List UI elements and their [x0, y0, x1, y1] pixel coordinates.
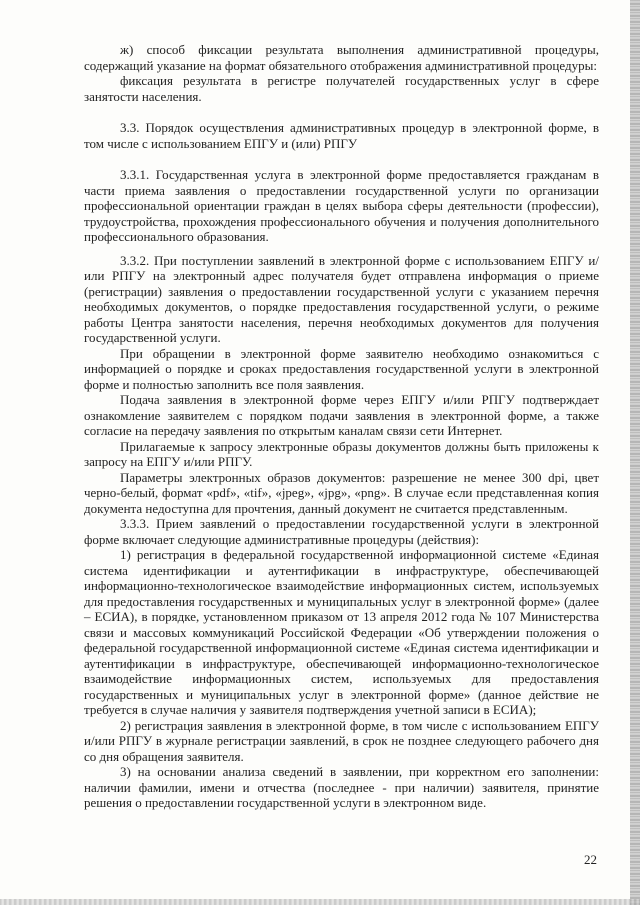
list-item-2: 2) регистрация заявления в электронной форме, в том числе с использованием ЕПГУ и/или РПГУ в журнале регистрации заявлений, в срок не позднее следующего рабочего дня со дня обращения заявителя.: [84, 717, 599, 764]
paragraph-podacha: Подача заявления в электронной форме через ЕПГУ и/или РПГУ подтверждает ознакомление заявителем с порядком подачи заявления в электронной форме, а также согласие на передачу заявления по открытым каналам связи сети Интернет.: [84, 392, 599, 438]
scan-edge-bottom: [0, 899, 640, 905]
paragraph-3-3-2: 3.3.2. При поступлении заявлений в электронной форме с использованием ЕПГУ и/или РПГУ на электронный адрес получателя будет отправлена информация о приеме (регистрации) заявления о предоставлении государственной услуги с указанием перечня необходимых документов, о порядке предоставления государственной услуги, о режиме работы Центра занятости населения, перечня необходимых документов для получения государственной услуги.: [84, 252, 599, 345]
paragraph-prilagaemye: Прилагаемые к запросу электронные образы документов должны быть приложены к запросу на ЕПГУ и/или РПГУ.: [84, 438, 599, 469]
list-item-3: 3) на основании анализа сведений в заявлении, при корректном его заполнении: наличии фамилии, имени и отчества (последнее - при наличии) заявителя, принятие решения о предоставлении государственной услуги в электронном виде.: [84, 764, 599, 810]
paragraph-item-zh: ж) способ фиксации результата выполнения административной процедуры, содержащий указание на формат обязательного отображения административной процедуры:: [84, 42, 599, 73]
scan-edge-right: [630, 0, 640, 905]
paragraph-3-3-3: 3.3.3. Прием заявлений о предоставлении государственной услуги в электронной форме включает следующие административные процедуры (действия):: [84, 516, 599, 547]
paragraph-3-3-1: 3.3.1. Государственная услуга в электронной форме предоставляется гражданам в части приема заявления о предоставлении государственной услуги по организации профессиональной ориентации граждан в целях выбора сферы деятельности (профессии), трудоустройства, прохождения профессионального обучения и получения дополнительного профессионального образования.: [84, 167, 599, 244]
list-item-1: 1) регистрация в федеральной государственной информационной системе «Единая система идентификации и аутентификации в инфраструктуре, обеспечивающей информационно-технологическое взаимодействие информационных систем, используемых для предоставления государственных и муниципальных услуг в электронной форме» (далее – ЕСИА), в порядке, установленном приказом от 13 апреля 2012 года № 107 Министерства связи и массовых коммуникаций Российской Федерации «Об утверждении положения о федеральной государственной информационной системе «Единая система идентификации и аутентификации в инфраструктуре, обеспечивающей информационно-технологическое взаимодействие информационных систем, используемых для предоставления государственных и муниципальных услуг в электронной форме» (данное действие не требуется в случае наличия у заявителя подтверждения учетной записи в ЕСИА);: [84, 547, 599, 717]
paragraph-fixation: фиксация результата в регистре получателей государственных услуг в сфере занятости населения.: [84, 73, 599, 104]
paragraph-obrashchenie: При обращении в электронной форме заявителю необходимо ознакомиться с информацией о порядке и сроках предоставления государственной услуги в электронной форме и полностью заполнить все поля заявления.: [84, 345, 599, 392]
section-title: 3.3. Порядок осуществления административных процедур в электронной форме, в том числе с использованием ЕПГУ и (или) РПГУ: [84, 120, 599, 151]
page-number: 22: [584, 852, 597, 867]
document-body: [84, 42, 599, 811]
paragraph-parametry: Параметры электронных образов документов: разрешение не менее 300 dpi, цвет черно-белый, формат «pdf», «tif», «jpeg», «jpg», «png». В случае если представленная копия документа недоступна для прочтения, данный документ не считается представленным.: [84, 469, 599, 516]
